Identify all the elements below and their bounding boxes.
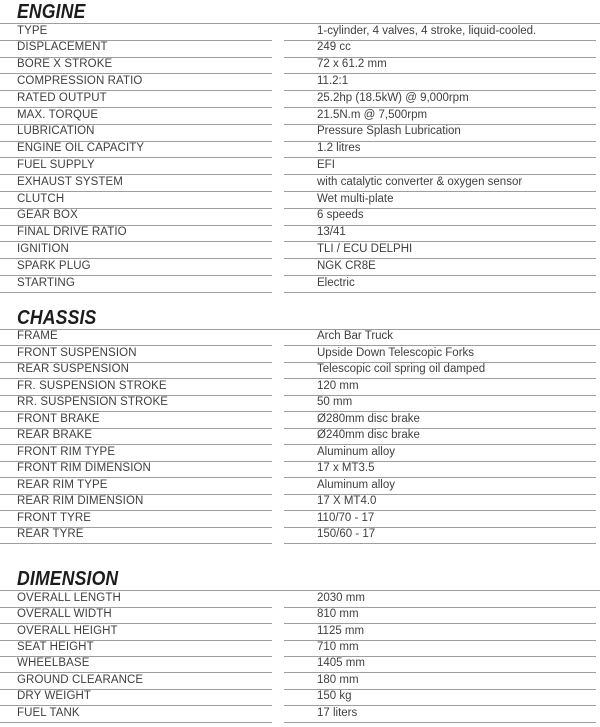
spec-row [0, 346, 600, 363]
spec-label-cell [0, 363, 272, 380]
spec-value-cell [284, 624, 596, 640]
section-dimension [0, 568, 600, 722]
spec-row [0, 608, 600, 624]
spec-value: 1-cylinder, 4 valves, 4 stroke, liquid-cooled. [317, 24, 537, 37]
spec-label-cell [0, 591, 272, 607]
spec-value-cell [284, 242, 596, 259]
column-gutter [272, 673, 284, 689]
column-gutter [272, 528, 284, 545]
column-gutter [272, 259, 284, 276]
spec-label: STARTING [17, 276, 75, 289]
spec-value-cell [284, 379, 596, 396]
column-gutter [272, 330, 284, 347]
spec-row [0, 259, 600, 276]
spec-label-cell [0, 24, 272, 41]
spec-label-cell [0, 192, 272, 209]
column-gutter [272, 396, 284, 413]
spec-value-cell [284, 673, 596, 689]
spec-label-cell [0, 41, 272, 58]
spec-label-cell [0, 158, 272, 175]
spec-value-cell [284, 108, 596, 125]
spec-value-cell [284, 429, 596, 446]
spec-label-cell [0, 478, 272, 495]
section-heading [17, 307, 600, 329]
spec-row [0, 142, 600, 159]
column-gutter [272, 346, 284, 363]
spec-value-cell [284, 175, 596, 192]
section-title: DIMENSION [17, 568, 119, 591]
spec-label-cell [0, 346, 272, 363]
spec-label: FRONT TYRE [17, 511, 92, 524]
spec-label-cell [0, 690, 272, 706]
section-chassis [0, 307, 600, 545]
spec-label-cell [0, 175, 272, 192]
spec-label: REAR BRAKE [17, 429, 93, 442]
spec-table [0, 590, 600, 722]
spec-value: 6 speeds [317, 209, 364, 222]
spec-value-cell [284, 528, 596, 545]
spec-label: OVERALL HEIGHT [17, 624, 118, 637]
spec-label-cell [0, 657, 272, 673]
spec-value: TLI / ECU DELPHI [317, 243, 413, 255]
spec-value-cell [284, 478, 596, 495]
column-gutter [272, 624, 284, 640]
column-gutter [272, 209, 284, 226]
spec-label-cell [0, 226, 272, 243]
spec-value: 180 mm [317, 673, 359, 686]
section-engine [0, 1, 600, 293]
spec-row [0, 209, 600, 226]
spec-row [0, 673, 600, 689]
spec-label: FRONT BRAKE [17, 412, 100, 425]
spec-row [0, 657, 600, 673]
column-gutter [272, 412, 284, 429]
column-gutter [272, 462, 284, 479]
spec-value-cell [284, 209, 596, 226]
spec-label: CLUTCH [17, 192, 65, 205]
column-gutter [272, 192, 284, 209]
spec-value: 17 liters [317, 706, 358, 719]
spec-label: REAR RIM TYPE [17, 478, 108, 491]
column-gutter [272, 591, 284, 607]
spec-label-cell [0, 495, 272, 512]
spec-row [0, 125, 600, 142]
column-gutter [272, 108, 284, 125]
spec-value: Electric [317, 276, 355, 289]
spec-label: TYPE [17, 24, 48, 37]
spec-value-cell [284, 58, 596, 75]
spec-label: GROUND CLEARANCE [17, 673, 144, 686]
spec-value: 810 mm [317, 608, 359, 621]
spec-label-cell [0, 641, 272, 657]
spec-label-cell [0, 511, 272, 528]
spec-value-cell [284, 511, 596, 528]
spec-label: IGNITION [17, 243, 69, 255]
spec-value: 50 mm [317, 396, 353, 409]
spec-row [0, 462, 600, 479]
spec-value-cell [284, 158, 596, 175]
spec-value-cell [284, 125, 596, 142]
spec-label-cell [0, 330, 272, 347]
spec-value: 110/70 - 17 [317, 511, 375, 524]
spec-label: OVERALL WIDTH [17, 608, 112, 621]
spec-value: 21.5N.m @ 7,500rpm [317, 108, 428, 121]
spec-label: FRONT RIM DIMENSION [17, 462, 151, 475]
spec-row [0, 624, 600, 640]
spec-label-cell [0, 608, 272, 624]
spec-label: FRAME [17, 330, 58, 343]
spec-label: DRY WEIGHT [17, 690, 92, 703]
spec-label: FRONT RIM TYPE [17, 445, 116, 458]
spec-label-cell [0, 379, 272, 396]
spec-row [0, 363, 600, 380]
column-gutter [272, 74, 284, 91]
column-gutter [272, 158, 284, 175]
spec-label: OVERALL LENGTH [17, 591, 121, 604]
spec-value: Upside Down Telescopic Forks [317, 346, 475, 359]
spec-value: Aluminum alloy [317, 478, 395, 491]
spec-row [0, 528, 600, 545]
spec-label-cell [0, 429, 272, 446]
column-gutter [272, 657, 284, 673]
spec-value-cell [284, 346, 596, 363]
spec-label-cell [0, 91, 272, 108]
spec-value: 72 x 61.2 mm [317, 58, 387, 71]
spec-row [0, 242, 600, 259]
spec-label: ENGINE OIL CAPACITY [17, 142, 145, 155]
spec-value: 120 mm [317, 379, 359, 392]
spec-label-cell [0, 462, 272, 479]
spec-value-cell [284, 91, 596, 108]
column-gutter [272, 242, 284, 259]
spec-value: 17 X MT4.0 [317, 495, 377, 508]
spec-value-cell [284, 192, 596, 209]
spec-value-cell [284, 412, 596, 429]
spec-value: with catalytic converter & oxygen sensor [317, 175, 523, 188]
spec-value-cell [284, 330, 596, 347]
spec-label-cell [0, 276, 272, 293]
column-gutter [272, 24, 284, 41]
spec-value-cell [284, 608, 596, 624]
spec-label-cell [0, 624, 272, 640]
spec-value: NGK CR8E [317, 259, 376, 272]
spec-label-cell [0, 108, 272, 125]
column-gutter [272, 478, 284, 495]
spec-row [0, 276, 600, 293]
spec-value: 1.2 litres [317, 142, 361, 155]
spec-value-cell [284, 657, 596, 673]
spec-value-cell [284, 276, 596, 293]
spec-value-cell [284, 226, 596, 243]
spec-label-cell [0, 125, 272, 142]
spec-row [0, 690, 600, 706]
spec-label-cell [0, 74, 272, 91]
spec-row [0, 330, 600, 347]
spec-value-cell [284, 462, 596, 479]
spec-label: COMPRESSION RATIO [17, 75, 143, 88]
spec-label: EXHAUST SYSTEM [17, 175, 123, 188]
spec-row [0, 175, 600, 192]
spec-row [0, 641, 600, 657]
spec-row [0, 706, 600, 722]
spec-row [0, 445, 600, 462]
spec-value-cell [284, 259, 596, 276]
spec-value-cell [284, 41, 596, 58]
spec-value: 13/41 [317, 226, 346, 239]
spec-value: 17 x MT3.5 [317, 462, 375, 475]
spec-value: Ø240mm disc brake [317, 429, 420, 442]
spec-value: EFI [317, 159, 335, 172]
spec-value: 25.2hp (18.5kW) @ 9,000rpm [317, 91, 469, 104]
spec-value-cell [284, 396, 596, 413]
spec-label-cell [0, 209, 272, 226]
spec-row [0, 58, 600, 75]
spec-label: FR. SUSPENSION STROKE [17, 379, 167, 392]
spec-value-cell [284, 363, 596, 380]
spec-row [0, 429, 600, 446]
section-title: ENGINE [17, 1, 86, 23]
spec-label-cell [0, 242, 272, 259]
spec-label-cell [0, 528, 272, 545]
spec-row [0, 379, 600, 396]
spec-value: Aluminum alloy [317, 445, 395, 458]
spec-label-cell [0, 445, 272, 462]
section-title: CHASSIS [17, 306, 97, 329]
spec-value-cell [284, 24, 596, 41]
spec-table [0, 23, 600, 293]
spec-label: RR. SUSPENSION STROKE [17, 396, 168, 409]
spec-value: Arch Bar Truck [317, 330, 394, 343]
spec-label: FINAL DRIVE RATIO [17, 226, 127, 239]
spec-label-cell [0, 673, 272, 689]
spec-value: 710 mm [317, 641, 359, 654]
column-gutter [272, 608, 284, 624]
column-gutter [272, 142, 284, 159]
spec-row [0, 226, 600, 243]
spec-row [0, 412, 600, 429]
spec-value-cell [284, 706, 596, 722]
spec-value: Pressure Splash Lubrication [317, 125, 461, 138]
spec-row [0, 591, 600, 607]
column-gutter [272, 175, 284, 192]
spec-value: 2030 mm [317, 591, 365, 604]
spec-label: WHEELBASE [17, 657, 90, 670]
spec-label-cell [0, 706, 272, 722]
spec-value: 1125 mm [317, 624, 365, 637]
column-gutter [272, 41, 284, 58]
spec-value: 249 cc [317, 41, 351, 54]
spec-label: SPARK PLUG [17, 259, 91, 272]
spec-label-cell [0, 142, 272, 159]
spec-label-cell [0, 412, 272, 429]
spec-table [0, 329, 600, 545]
spec-label: REAR SUSPENSION [17, 363, 130, 376]
column-gutter [272, 429, 284, 446]
spec-value: 1405 mm [317, 657, 365, 670]
spec-value-cell [284, 591, 596, 607]
spec-value-cell [284, 445, 596, 462]
spec-label: RATED OUTPUT [17, 91, 107, 104]
column-gutter [272, 706, 284, 722]
column-gutter [272, 363, 284, 380]
column-gutter [272, 379, 284, 396]
spec-row [0, 511, 600, 528]
spec-value: Wet multi-plate [317, 192, 394, 205]
spec-label: REAR RIM DIMENSION [17, 495, 144, 508]
spec-label: FUEL TANK [17, 706, 80, 719]
spec-value: Ø280mm disc brake [317, 412, 420, 425]
spec-value-cell [284, 142, 596, 159]
column-gutter [272, 125, 284, 142]
column-gutter [272, 690, 284, 706]
spec-label: DISPLACEMENT [17, 41, 108, 54]
spec-label: MAX. TORQUE [17, 108, 99, 121]
column-gutter [272, 511, 284, 528]
column-gutter [272, 445, 284, 462]
spec-row [0, 478, 600, 495]
spec-label: FRONT SUSPENSION [17, 346, 137, 359]
spec-value-cell [284, 641, 596, 657]
spec-label: BORE X STROKE [17, 58, 113, 71]
spec-row [0, 91, 600, 108]
spec-value-cell [284, 74, 596, 91]
column-gutter [272, 226, 284, 243]
spec-label: GEAR BOX [17, 209, 78, 222]
spec-value-cell [284, 495, 596, 512]
spec-value: 150 kg [317, 690, 352, 703]
spec-value: 150/60 - 17 [317, 528, 376, 541]
column-gutter [272, 91, 284, 108]
spec-row [0, 24, 600, 41]
spec-row [0, 396, 600, 413]
column-gutter [272, 495, 284, 512]
column-gutter [272, 641, 284, 657]
spec-label-cell [0, 58, 272, 75]
spec-row [0, 158, 600, 175]
spec-label: LUBRICATION [17, 125, 95, 138]
spec-row [0, 74, 600, 91]
spec-value: Telescopic coil spring oil damped [317, 363, 486, 376]
spec-label: SEAT HEIGHT [17, 641, 94, 654]
spec-label-cell [0, 396, 272, 413]
spec-value-cell [284, 690, 596, 706]
column-gutter [272, 58, 284, 75]
section-heading [17, 1, 600, 23]
spec-label: FUEL SUPPLY [17, 159, 95, 172]
spec-row [0, 41, 600, 58]
spec-row [0, 192, 600, 209]
spec-row [0, 495, 600, 512]
section-heading [17, 568, 600, 590]
spec-label: REAR TYRE [17, 528, 84, 541]
spec-value: 11.2:1 [317, 75, 349, 88]
spec-row [0, 108, 600, 125]
column-gutter [272, 276, 284, 293]
spec-label-cell [0, 259, 272, 276]
